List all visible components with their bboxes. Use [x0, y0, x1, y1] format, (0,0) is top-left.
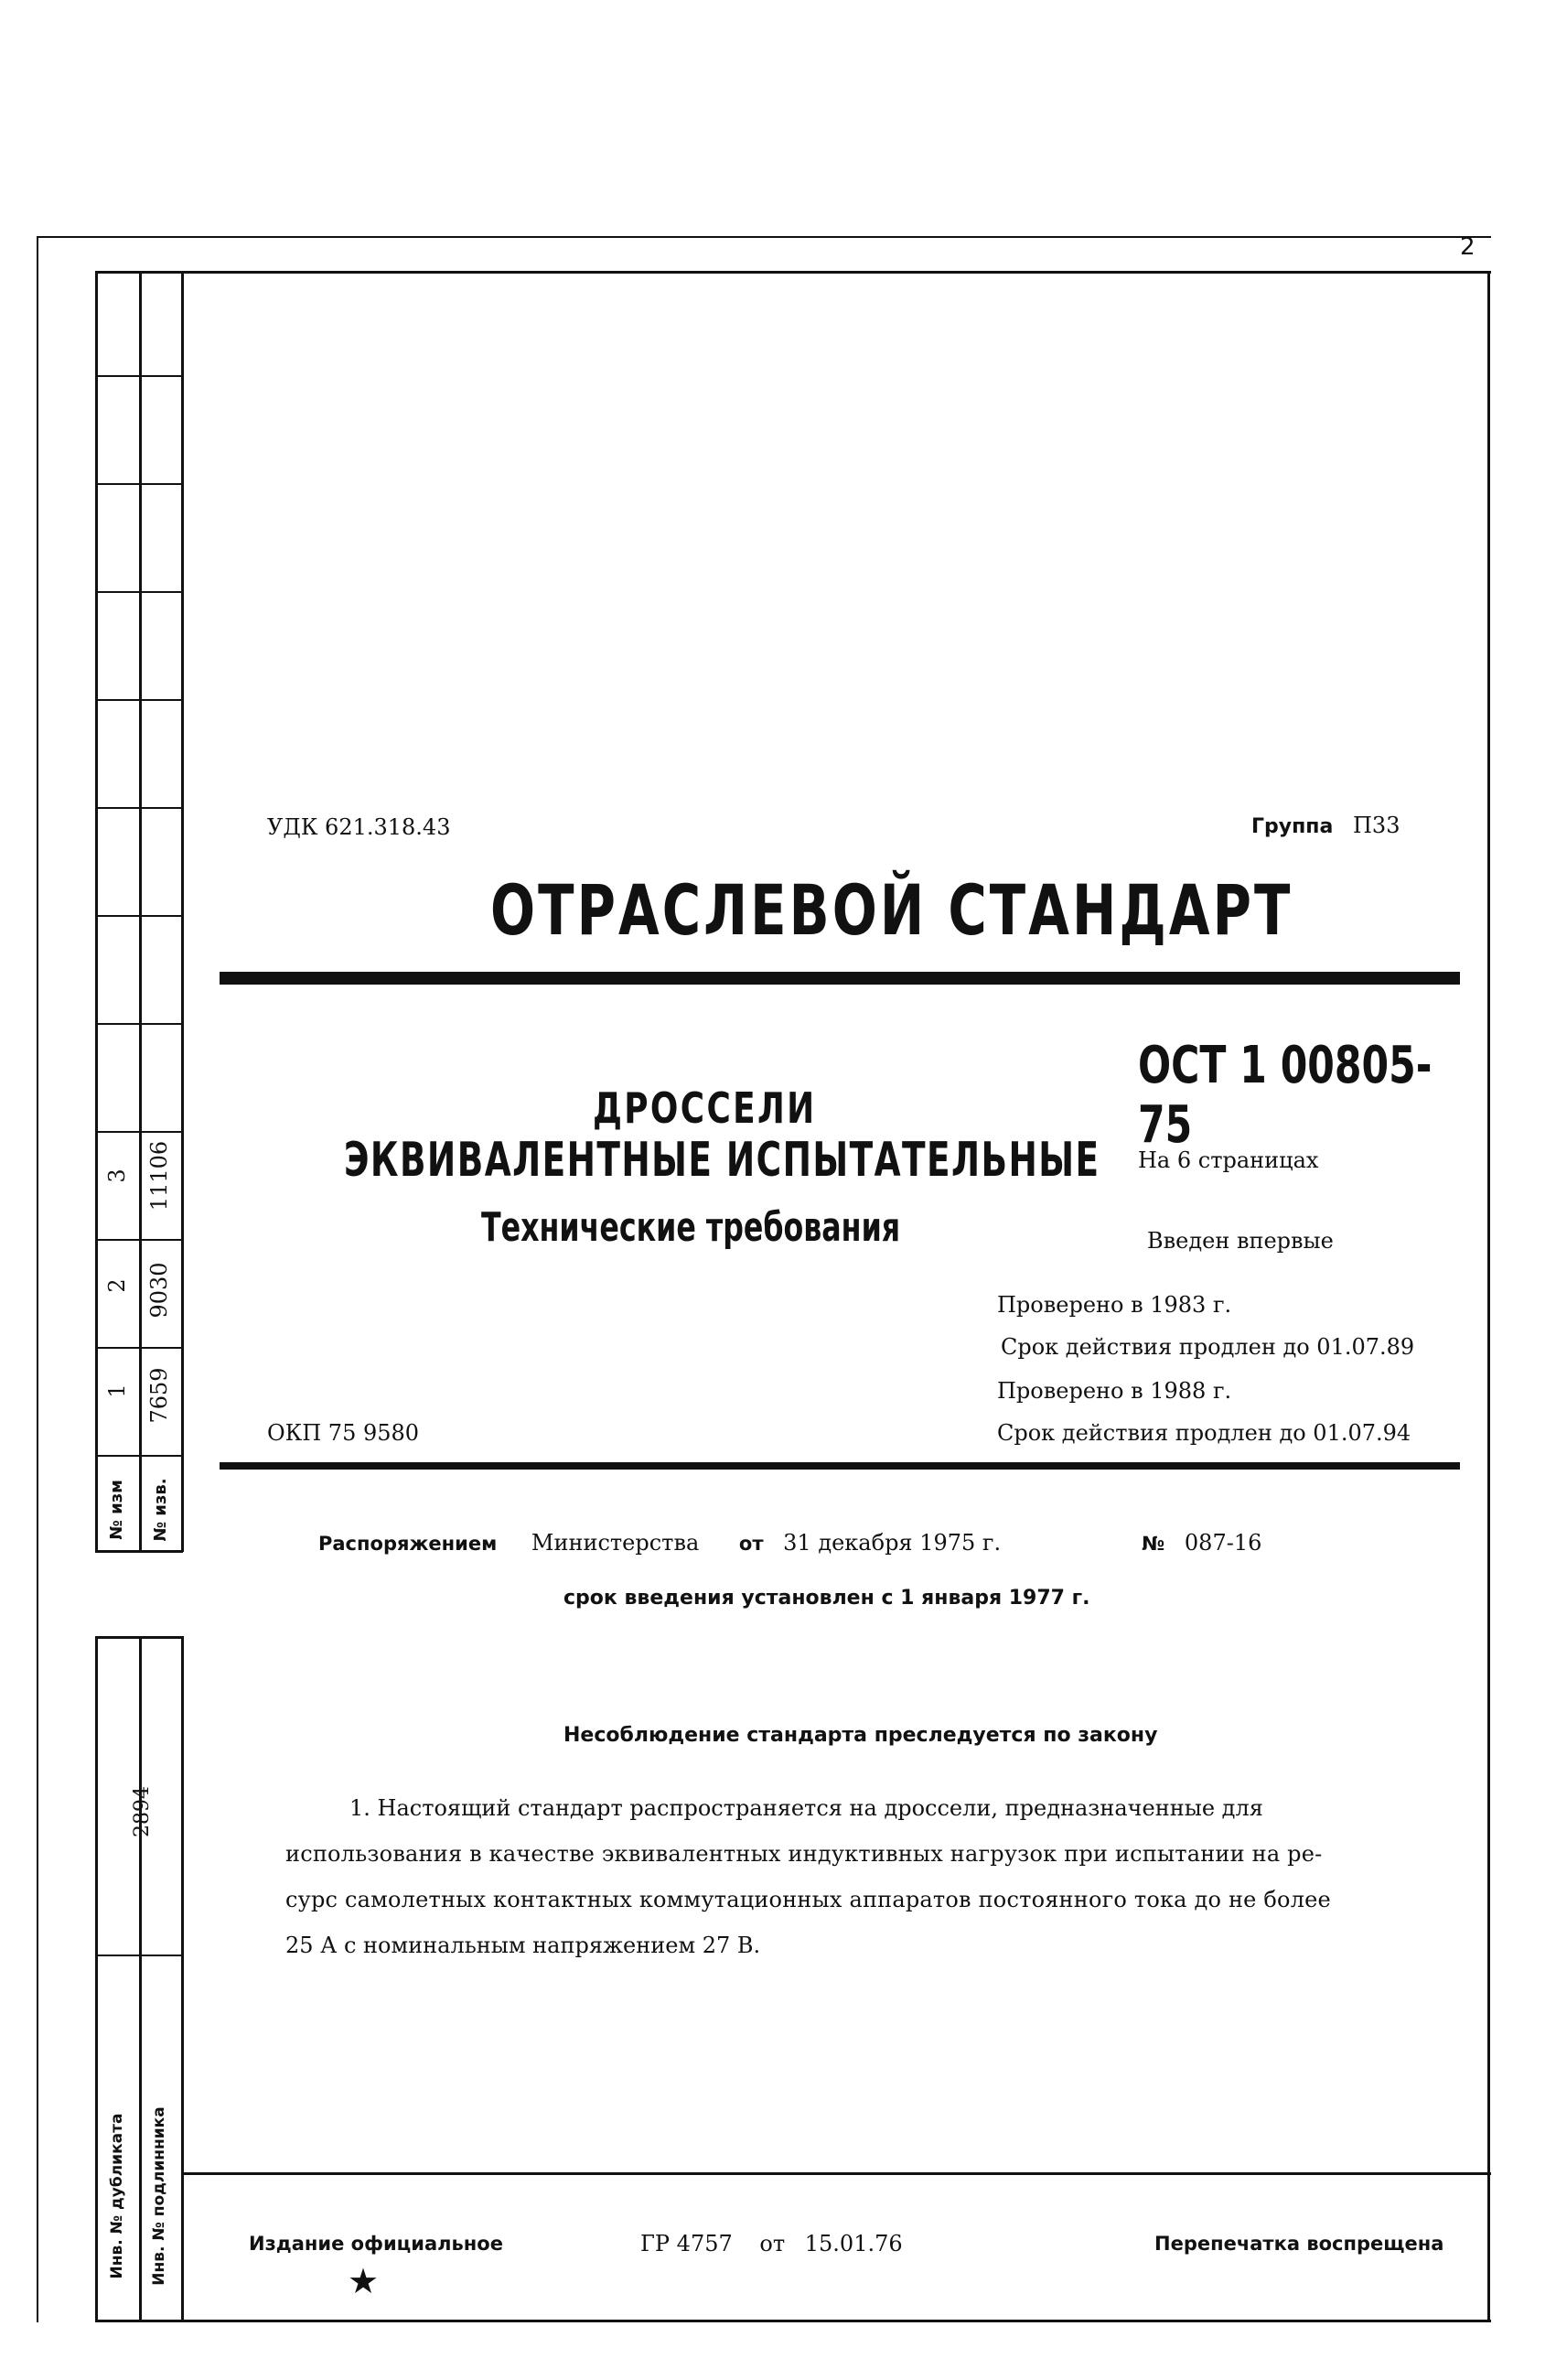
original-inventory-header: Инв. № подлинника [150, 2106, 168, 2286]
subject-line3: Технические требования [481, 1204, 901, 1251]
effective-date: срок введения установлен с 1 января 1977 г. [563, 1587, 1090, 1610]
notice-number-7659: 7659 [146, 1367, 172, 1424]
order-ministry: Министерства [531, 1530, 700, 1556]
group-code: П33 [1353, 813, 1400, 838]
change-number-2: 2 [104, 1278, 130, 1293]
page-number: 2 [1460, 233, 1476, 261]
body-paragraph-line-2: использования в качестве эквивалентных индуктивных нагрузок при испытании на ре- [285, 1841, 1323, 1867]
udk-code: УДК 621.318.43 [267, 814, 451, 840]
left-border [37, 236, 38, 2322]
revision-line-1: Проверено в 1983 г. [997, 1292, 1232, 1318]
inner-top-border [95, 271, 1491, 274]
notice-number-11106: 11106 [146, 1140, 172, 1212]
standard-number: ОСТ 1 00805-75 [1138, 1036, 1433, 1155]
okp-code: ОКП 75 9580 [267, 1420, 420, 1446]
order-label: Распоряжением [318, 1533, 498, 1555]
introduction-note: Введен впервые [1147, 1228, 1334, 1254]
right-border [1487, 271, 1490, 2322]
title-thick-rule [220, 972, 1460, 985]
notice-col-header: № изв. [151, 1478, 170, 1542]
order-number-sign: № [1142, 1533, 1165, 1555]
page-count: На 6 страницах [1138, 1147, 1319, 1173]
registration-from: от [759, 2231, 786, 2256]
subject-line1: ДРОССЕЛИ [593, 1083, 817, 1133]
compliance-warning: Несоблюдение стандарта преследуется по закону [563, 1724, 1158, 1747]
order-line [318, 1530, 1001, 1556]
main-title: ОТРАСЛЕВОЙ СТАНДАРТ [490, 869, 1293, 951]
subject-line2: ЭКВИВАЛЕНТНЫЕ ИСПЫТАТЕЛЬНЫЕ [344, 1133, 1100, 1188]
bottom-border [95, 2320, 1491, 2322]
order-number-block [1142, 1530, 1261, 1556]
top-border [37, 236, 1491, 238]
registration-block [640, 2231, 903, 2256]
order-from: от [738, 1533, 764, 1555]
change-number-1: 1 [104, 1384, 130, 1398]
body-paragraph-line-3: сурс самолетных контактных коммутационных аппаратов постоянного тока до не более [285, 1887, 1331, 1912]
reprint-prohibited: Перепечатка воспрещена [1154, 2233, 1444, 2255]
revision-line-4: Срок действия продлен до 01.07.94 [997, 1420, 1411, 1446]
change-col-header: № изм [107, 1480, 126, 1540]
body-paragraph-line-1: 1. Настоящий стандарт распространяется на дроссели, предназначенные для [349, 1795, 1263, 1821]
footer-divider [181, 2172, 1491, 2175]
duplicate-inventory-header: Инв. № дубликата [108, 2113, 126, 2279]
registration-number: ГР 4757 [640, 2231, 733, 2256]
original-inventory-number: 2894 [131, 1786, 154, 1837]
revision-line-3: Проверено в 1988 г. [997, 1378, 1232, 1404]
official-edition: Издание официальное [249, 2233, 503, 2255]
registration-date: 15.01.76 [804, 2231, 903, 2256]
star-icon: ★ [348, 2261, 380, 2301]
body-paragraph-line-4: 25 А с номинальным напряжением 27 В. [285, 1933, 761, 1958]
header-bottom-rule [220, 1462, 1460, 1470]
group-block [1251, 813, 1400, 838]
order-date: 31 декабря 1975 г. [783, 1530, 1002, 1556]
revision-line-2: Срок действия продлен до 01.07.89 [1001, 1334, 1415, 1360]
group-label: Группа [1251, 815, 1334, 838]
order-number: 087-16 [1184, 1530, 1262, 1556]
change-number-3: 3 [104, 1168, 130, 1183]
notice-number-9030: 9030 [146, 1262, 172, 1319]
